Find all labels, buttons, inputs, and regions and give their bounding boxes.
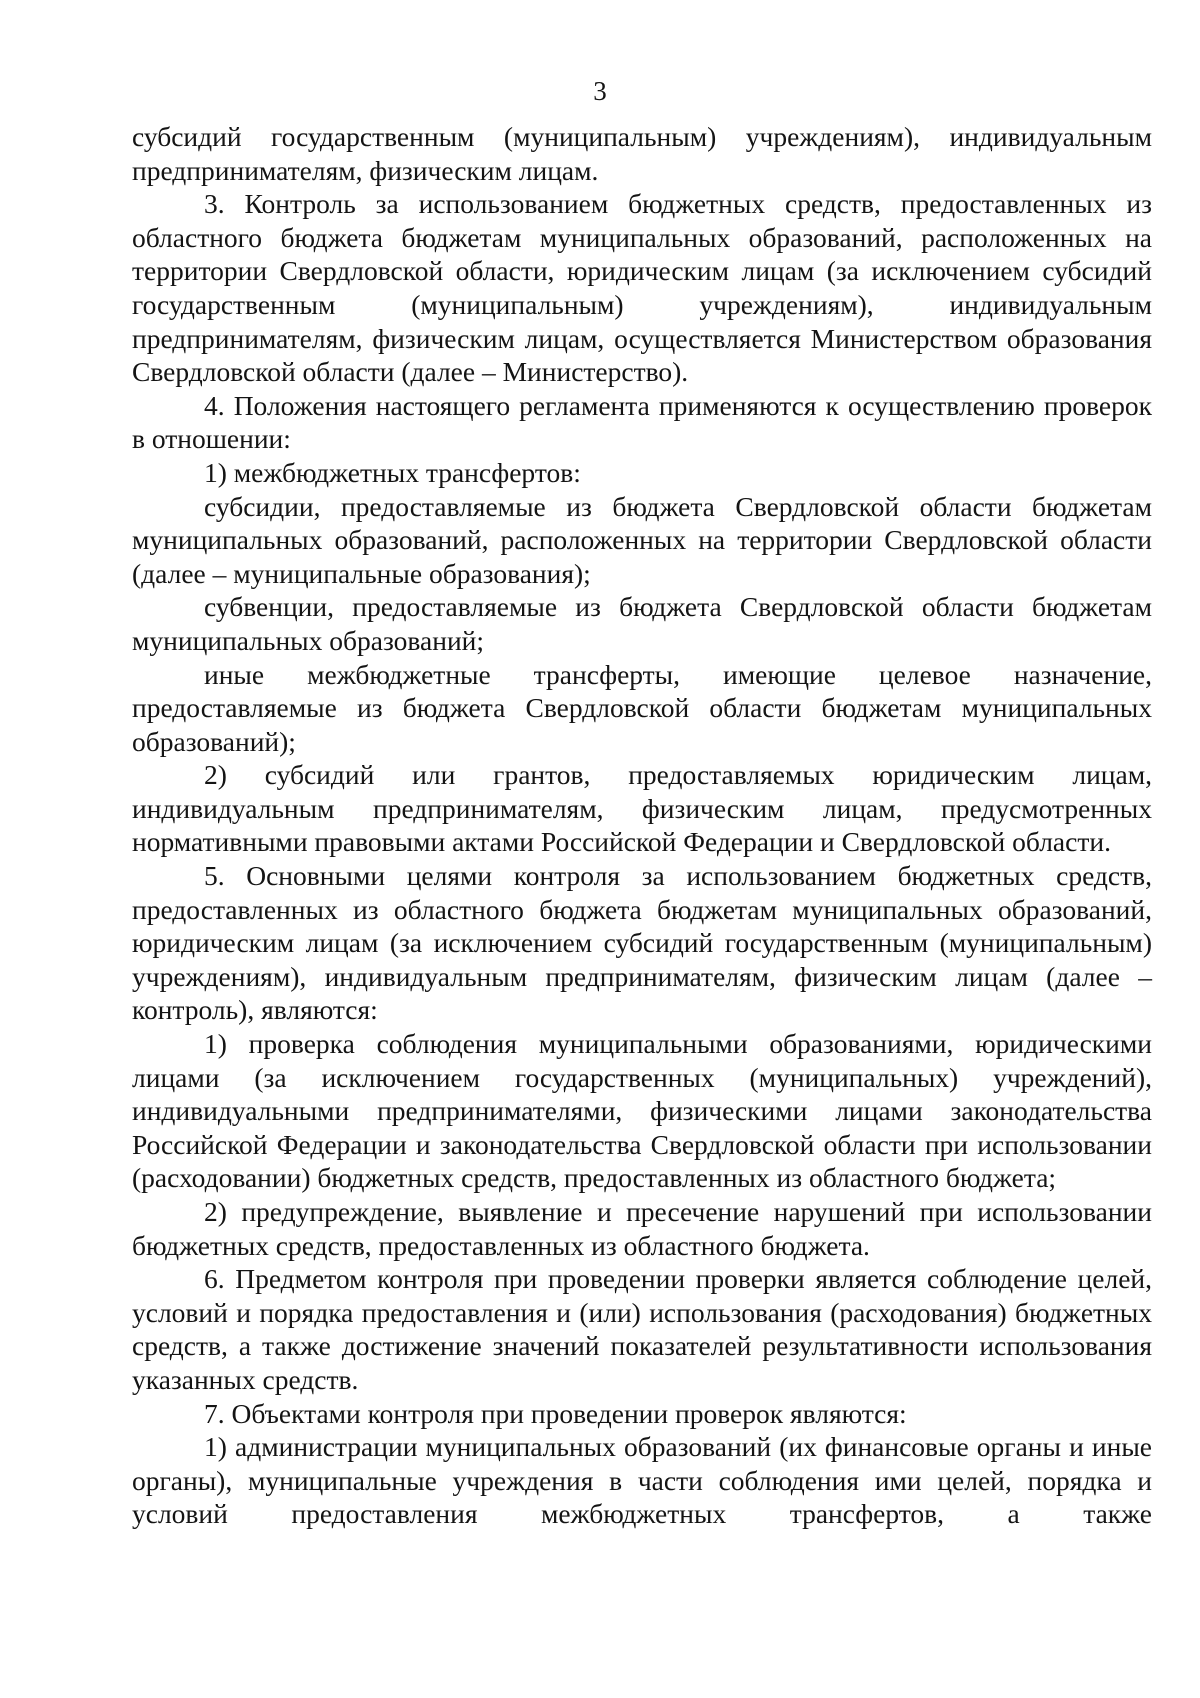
subitem-subventions: субвенции, предоставляемые из бюджета Свердловской области бюджетам муниципальных образований;: [132, 591, 1152, 656]
paragraph-item-7: 7. Объектами контроля при проведении проверок являются:: [204, 1397, 907, 1429]
paragraph-continuation: субсидий государственным (муниципальным) учреждениям), индивидуальным предпринимателям, физическим лицам.: [132, 121, 1152, 186]
paragraph-item-3: 3. Контроль за использованием бюджетных средств, предоставленных из областного бюджета бюджетам муниципальных образований, расположенных на территории Свердловской области, юридическим лицам (за исключением субсидий государственным (муниципальным) учреждениям), индивидуальным предпринимателям, физическим лицам, осуществляется Министерством образования Свердловской области (далее – Министерство).: [132, 188, 1152, 388]
paragraph-item-6: 6. Предметом контроля при проведении проверки является соблюдение целей, условий и порядка предоставления и (или) использования (расходования) бюджетных средств, а также достижение значений показателей результативности использования указанных средств.: [132, 1263, 1152, 1395]
paragraph-item-4: 4. Положения настоящего регламента применяются к осуществлению проверок в отношении:: [132, 389, 1152, 455]
document-body: [132, 120, 1152, 1531]
paragraph-item-5: 5. Основными целями контроля за использованием бюджетных средств, предоставленных из областного бюджета бюджетам муниципальных образований, юридическим лицам (за исключением субсидий государственным (муниципальным) учреждениям), индивидуальным предпринимателям, физическим лицам (далее – контроль), являются:: [132, 860, 1152, 1026]
subitem-prevention: 2) предупреждение, выявление и пресечение нарушений при использовании бюджетных средств, предоставленных из областного бюджета.: [132, 1196, 1152, 1261]
subitem-interbudget-transfers: 1) межбюджетных трансфертов:: [204, 456, 581, 488]
page-number: 3: [593, 76, 607, 106]
subitem-other-transfers: иные межбюджетные трансферты, имеющие целевое назначение, предоставляемые из бюджета Свердловской области бюджетам муниципальных образований);: [132, 658, 1152, 757]
subitem-subsidies: субсидии, предоставляемые из бюджета Свердловской области бюджетам муниципальных образований, расположенных на территории Свердловской области (далее – муниципальные образования);: [132, 490, 1152, 589]
subitem-administrations: 1) администрации муниципальных образований (их финансовые органы и иные органы), муниципальные учреждения в части соблюдения ими целей, порядка и условий предоставления межбюджетных трансфертов, а также: [132, 1431, 1152, 1530]
subitem-compliance-check: 1) проверка соблюдения муниципальными образованиями, юридическими лицами (за исключением государственных (муниципальных) учреждений), индивидуальными предпринимателями, физическими лицами законодательства Российской Федерации и законодательства Свердловской области при использовании (расходовании) бюджетных средств, предоставленных из областного бюджета;: [132, 1028, 1152, 1194]
subitem-grants: 2) субсидий или грантов, предоставляемых юридическим лицам, индивидуальным предпринимателям, физическим лицам, предусмотренных нормативными правовыми актами Российской Федерации и Свердловской области.: [132, 759, 1152, 858]
